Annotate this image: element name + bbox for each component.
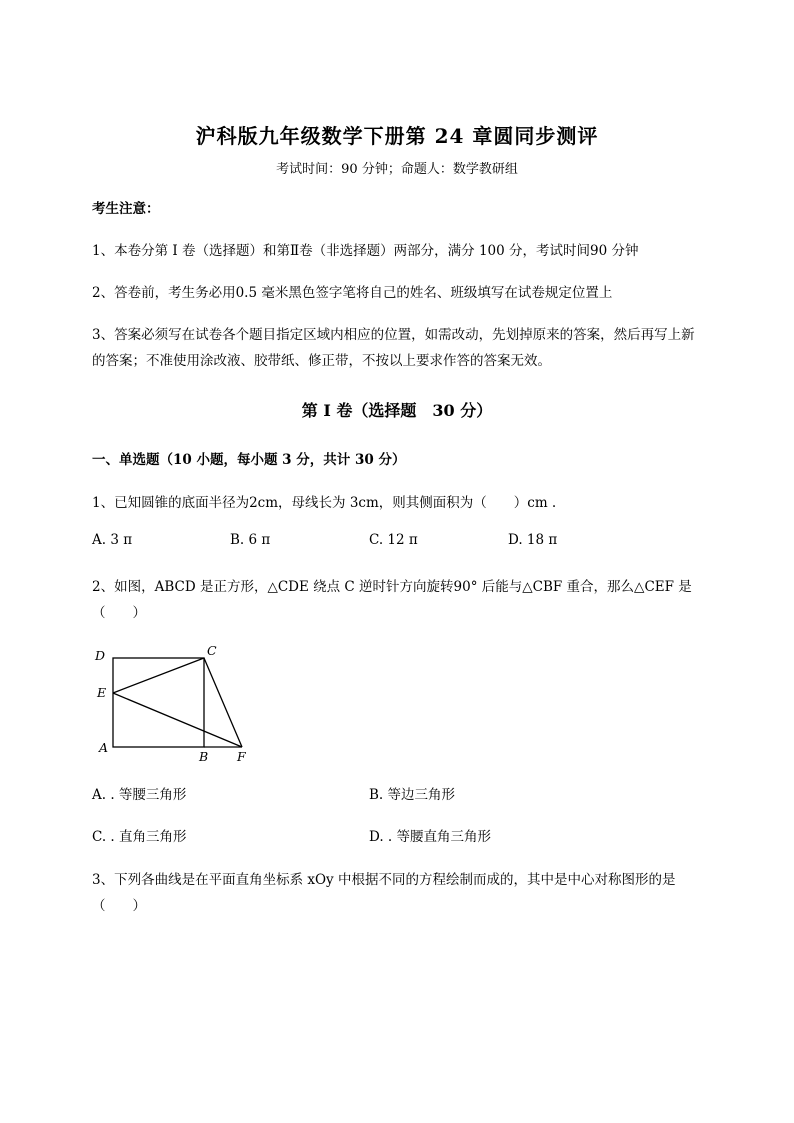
q1-option-c[interactable]: C. 12 π — [369, 532, 418, 548]
label-d: D — [95, 648, 106, 663]
q2-option-a[interactable]: A. . 等腰三角形 — [92, 787, 187, 803]
label-f: F — [237, 749, 246, 764]
q1-option-d[interactable]: D. 18 π — [508, 532, 558, 548]
question-2-stem-cont: （ ） — [92, 605, 146, 621]
notice-item-3: 3、答案必须写在试卷各个题目指定区域内相应的位置，如需改动，先划掉原来的答案，然后再写上新 — [92, 327, 695, 343]
q2-option-c[interactable]: C. . 直角三角形 — [92, 829, 187, 845]
question-1-stem: 1、已知圆锥的底面半径为2cm，母线长为 3cm，则其侧面积为（ ）cm . — [92, 495, 557, 511]
notice-item-3-cont: 的答案；不准使用涂改液、胶带纸、修正带，不按以上要求作答的答案无效。 — [92, 353, 551, 369]
question-3-stem: 3、下列各曲线是在平面直角坐标系 xOy 中根据不同的方程绘制而成的，其中是中心对称图形的是 — [92, 872, 676, 888]
question-2-stem: 2、如图，ABCD 是正方形，△CDE 绕点 C 逆时针方向旋转90° 后能与△CBF 重合，那么△CEF 是 — [92, 579, 692, 595]
exam-info: 考试时间：90 分钟；命题人：数学教研组 — [276, 162, 518, 177]
section-title: 第 I 卷（选择题 30 分） — [301, 401, 493, 420]
notice-item-1: 1、本卷分第 I 卷（选择题）和第Ⅱ卷（非选择题）两部分，满分 100 分，考试时间90 分钟 — [92, 243, 639, 259]
label-a: A — [99, 740, 109, 755]
notice-item-2: 2、答卷前，考生务必用0.5 毫米黑色签字笔将自己的姓名、班级填写在试卷规定位置上 — [92, 285, 613, 301]
square-rotation-figure — [90, 640, 270, 770]
page-title: 沪科版九年级数学下册第 24 章圆同步测评 — [195, 124, 599, 148]
q2-option-b[interactable]: B. 等边三角形 — [369, 787, 456, 803]
q1-option-b[interactable]: B. 6 π — [230, 532, 271, 548]
label-c: C — [207, 643, 217, 658]
label-b: B — [199, 749, 209, 764]
part-heading: 一、单选题（10 小题，每小题 3 分，共计 30 分） — [92, 452, 406, 468]
notice-heading: 考生注意： — [92, 201, 160, 217]
segment-ec — [113, 658, 204, 693]
square-abcd — [113, 658, 204, 747]
q1-option-a[interactable]: A. 3 π — [92, 532, 133, 548]
label-e: E — [97, 685, 107, 700]
question-3-stem-cont: （ ） — [92, 898, 146, 914]
q2-option-d[interactable]: D. . 等腰直角三角形 — [369, 829, 492, 845]
